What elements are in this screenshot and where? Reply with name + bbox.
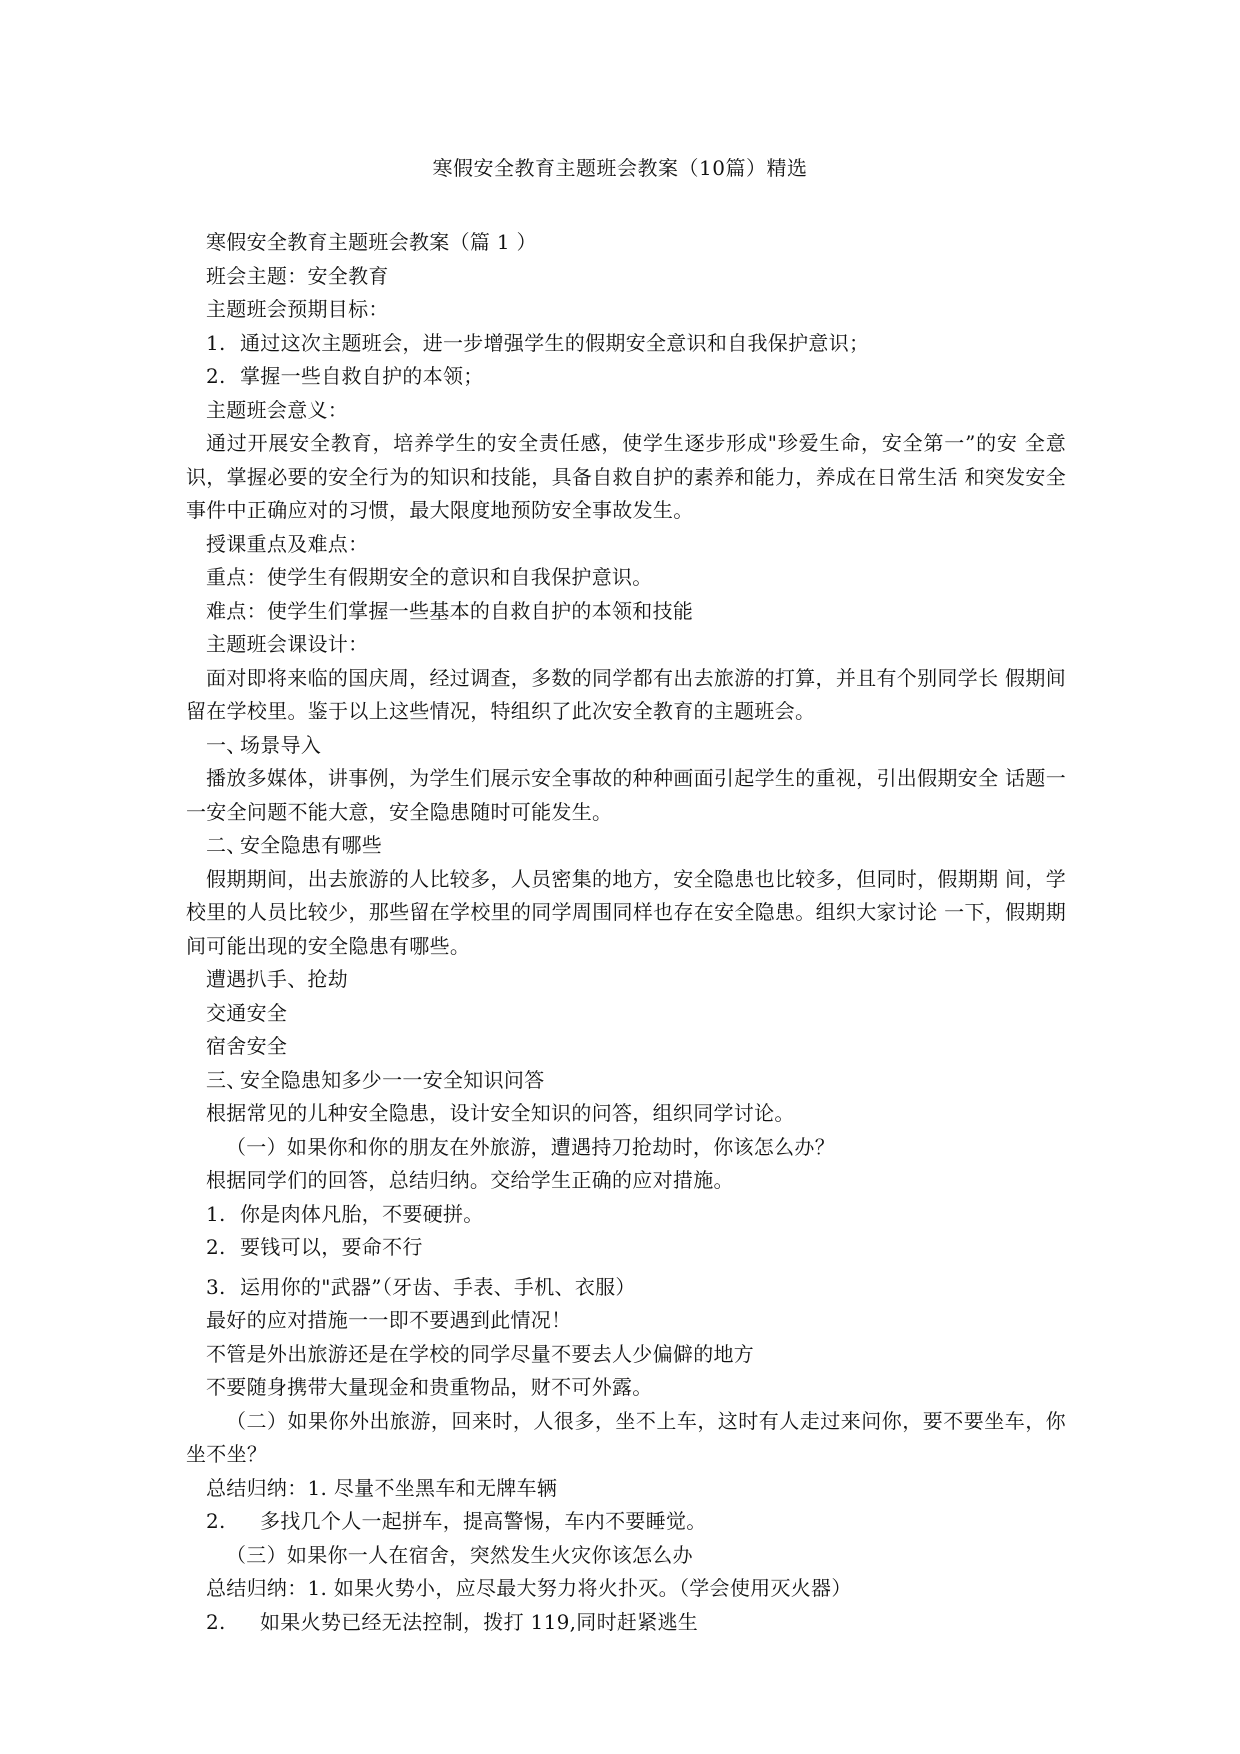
text-line: 不要随身携带大量现金和贵重物品，财不可外露。 [206,1375,653,1399]
paragraph: 假期期间，出去旅游的人比较多，人员密集的地方，安全隐患也比较多，但同时，假期期 间，学校里的人员比较少，那些留在学校里的同学周围同样也存在安全隐患。组织大家讨论 一下，假期期间可能出现的安全隐患有哪些。 [186,866,1066,958]
text-line: 最好的应对措施一一即不要遇到此情况！ [206,1308,572,1332]
paragraph: （二）如果你外出旅游，回来时，人很多，坐不上车，这时有人走过来问你，要不要坐车，你坐不坐？ [186,1408,1066,1466]
text-line: 宿舍安全 [206,1034,288,1058]
numbered-item [186,360,1066,394]
item-text: 通过这次主题班会，进一步增强学生的假期安全意识和自我保护意识； [240,330,870,355]
text-line: 总结归纳：1. 尽量不坐黑车和无牌车辆 [206,1475,558,1500]
item-text: 要钱可以，要命不行 [240,1235,423,1259]
paragraph: 播放多媒体，讲事例，为学生们展示安全事故的种种画面引起学生的重视，引出假期安全 话题一一安全问题不能大意，安全隐患随时可能发生。 [186,766,1066,824]
numbered-item [186,1064,1066,1098]
item-number: 2. [206,364,226,388]
item-number: 一、 [206,732,247,757]
item-number: 2. [206,1509,226,1533]
text-line: 不管是外出旅游还是在学校的同学尽量不要去人少偏僻的地方 [206,1341,755,1366]
text-line: 主题班会课设计： [206,632,369,656]
item-text: 安全隐患有哪些 [240,833,383,857]
text-line: 主题班会预期目标： [206,297,389,321]
item-number: 1. [206,330,226,355]
text-line: 遭遇扒手、抢劫 [206,967,349,991]
numbered-item [186,1198,1066,1232]
item-text: 场景导入 [240,732,322,757]
numbered-item [186,829,1066,863]
text-line: 根据同学们的回答，总结归纳。交给学生正确的应对措施。 [206,1168,734,1192]
text-line: 班会主题：安全教育 [206,263,389,288]
item-text: 安全隐患知多少一一安全知识问答 [240,1067,545,1092]
text-line: 交通安全 [206,1000,288,1025]
text-line: 主题班会意义： [206,397,349,422]
item-text: 多找几个人一起拼车，提高警惕，车内不要睡觉。 [260,1509,707,1533]
item-number: 1. [206,1201,226,1226]
item-text: 如果火势已经无法控制，拨打 119,同时赶紧逃生 [260,1609,699,1634]
document-body [186,226,1066,1639]
item-text: 掌握一些自救自护的本领； [240,364,484,388]
document-title: 寒假安全教育主题班会教案（10篇）精选 [432,156,808,180]
text-line: 根据常见的儿种安全隐患，设计安全知识的问答，组织同学讨论。 [206,1101,795,1125]
paragraph: 通过开展安全教育，培养学生的安全责任感，使学生逐步形成"珍爱生命，安全第一”的安 全意识，掌握必要的安全行为的知识和技能，具备自救自护的素养和能力，养成在日常生活 和突发安全事件中正确应对的习惯，最大限度地预防安全事故发生。 [186,431,1066,522]
text-line: （一）如果你和你的朋友在外旅游，遭遇持刀抢劫时，你该怎么办？ [226,1134,835,1159]
numbered-item [186,1231,1066,1265]
text-line: 难点：使学生们掌握一些基本的自救自护的本领和技能 [206,598,694,623]
item-number: 3. [206,1274,226,1299]
item-number: 二、 [206,833,247,857]
numbered-item [186,327,1066,361]
item-text: 运用你的"武器”（牙齿、手表、手机、衣服） [240,1274,636,1299]
paragraph: 面对即将来临的国庆周，经过调查，多数的同学都有出去旅游的打算，并且有个别同学长 假期间留在学校里。鉴于以上这些情况，特组织了此次安全教育的主题班会。 [186,665,1066,723]
numbered-item [186,1606,1066,1640]
text-line: 寒假安全教育主题班会教案（篇 1 ） [206,230,537,254]
item-text: 你是肉体凡胎，不要硬拼。 [240,1201,484,1226]
item-number: 2. [206,1609,226,1634]
numbered-item [186,1271,1066,1305]
text-line: 总结归纳：1. 如果火势小，应尽最大努力将火扑灭。（学会使用灭火器） [206,1576,852,1600]
item-number: 2. [206,1235,226,1259]
text-line: 授课重点及难点： [206,531,369,556]
item-number: 三、 [206,1067,247,1092]
text-line: 重点：使学生有假期安全的意识和自我保护意识。 [206,565,653,589]
numbered-item [186,729,1066,763]
numbered-item [186,1505,1066,1539]
text-line: （三）如果你一人在宿舍，突然发生火灾你该怎么办 [226,1542,693,1567]
